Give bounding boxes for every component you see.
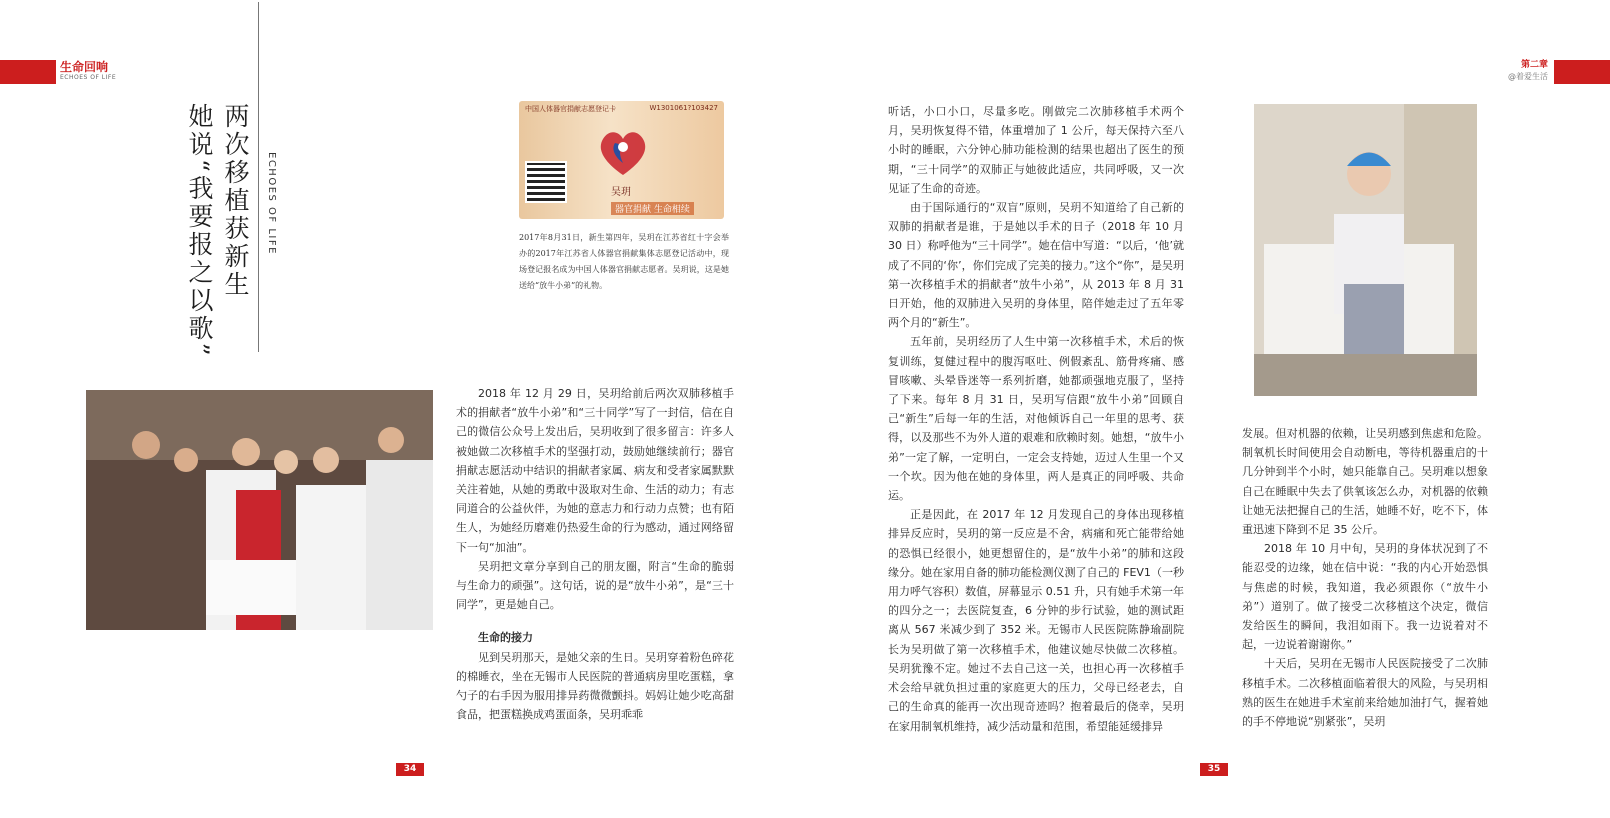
patient-photo-scene <box>1254 104 1477 396</box>
paragraph: 2018 年 10 月中旬，吴玥的身体状况到了不能忍受的边缘，她在信中说：“我的内心开始恐惧与焦虑的时候，我知道，我必须跟你（“放牛小弟”）道别了。做了接受二次移植这个决定，微信发给医生的瞬间，我泪如雨下。我一边说着对不起，一边说着谢谢你。” <box>1242 542 1488 652</box>
chapter-label <box>1508 59 1548 83</box>
article-title-line1: 两次移植获新生 <box>221 103 250 299</box>
paragraph: 正是因此，在 2017 年 12 月发现自己的身体出现移植排异反应时，吴玥的第一反应是不舍，病痛和死亡能带给她的恐惧已经很小，她更想留住的，是“放牛小弟”的肺和这段缘分。她在家用自备的肺功能检测仪测了自己的 FEV1（一秒用力呼气容积）数值，屏幕显示 0.51 升，只有她手术第一年的四分之一；去医院复查，6 分钟的步行试验，她的测试距离从 567 米减少到了 352 米。无锡市人民医院陈静瑜副院长为吴玥做了第一次移植手术，他建议她尽快做二次移植。吴玥犹豫不定。她过不去自己这一关，也担心再一次移植手术会给早就负担过重的家庭更大的压力，父母已经老去，自己的生命真的能再一次出现奇迹吗？抱着最后的侥幸，吴玥在家用制氧机维持，减少活动量和范围，希望能延缓排异 <box>888 508 1184 733</box>
qr-code <box>525 161 567 203</box>
group-photo <box>86 390 433 630</box>
card-number: W1301061?103427 <box>649 104 718 112</box>
chapter-title: 第二章 <box>1520 60 1548 70</box>
section-heading: 生命的接力 <box>478 631 533 645</box>
text-column-right-page-2 <box>1242 424 1488 731</box>
paragraph: 2018 年 12 月 29 日，吴玥给前后两次双肺移植手术的捐献者“放牛小弟”和“三十同学”写了一封信，信在自己的微信公众号上发出后，吴玥收到了很多留言：许多人被她做二次移植手术的坚强打动，鼓励她继续前行；器官捐献志愿活动中结识的捐献者家属、病友和受者家属默默关注着她，从她的勇敢中汲取对生命、生活的动力；有志同道合的公益伙伴，为她的意志力和行动力点赞；也有陌生人，为她经历磨难仍热爱生命的行为感动，通过网络留下一句“加油”。 <box>456 387 734 554</box>
card-header: 中国人体器官捐献志愿登记卡 <box>525 105 616 113</box>
article-title-line2: 她说“我要报之以歌” <box>185 103 214 359</box>
page-number-right: 35 <box>1200 763 1228 776</box>
card-holder-name: 吴玥 <box>611 187 631 198</box>
paragraph: 听话，小口小口，尽量多吃。刚做完二次肺移植手术两个月，吴玥恢复得不错，体重增加了 1 公斤，每天保持六至八小时的睡眠，六分钟心肺功能检测的结果也超出了医生的预期，“三十同学”的双肺正与她彼此适应，共同呼吸，又一次见证了生命的奇迹。 <box>888 105 1184 195</box>
header-bar-right <box>1554 60 1610 84</box>
paragraph: 发展。但对机器的依赖，让吴玥感到焦虑和危险。制氧机长时间使用会自动断电，等待机器重启的十几分钟到半个小时，她只能靠自己。吴玥难以想象自己在睡眠中失去了供氧该怎么办，对机器的依赖让她无法把握自己的生活，她睡不好，吃不下，体重迅速下降到不足 35 公斤。 <box>1242 427 1488 537</box>
patient-photo <box>1254 104 1477 396</box>
logo-title: 生命回响 <box>60 60 109 74</box>
group-photo-scene <box>86 390 433 630</box>
title-divider <box>258 2 259 352</box>
text-column-right-page-1 <box>888 102 1184 736</box>
paragraph: 十天后，吴玥在无锡市人民医院接受了二次肺移植手术。二次移植面临着很大的风险，与吴玥相熟的医生在她进手术室前来给她加油打气，握着她的手不停地说“别紧张”，吴玥 <box>1242 657 1488 729</box>
card-caption: 2017年8月31日，新生第四年，吴玥在江苏省红十字会举办的2017年江苏省人体器官捐献集体志愿登记活动中，现场登记报名成为中国人体器官捐献志愿者。吴玥说，这是她送给“放牛小弟”的礼物。 <box>519 233 729 290</box>
paragraph: 见到吴玥那天，是她父亲的生日。吴玥穿着粉色碎花的棉睡衣，坐在无锡市人民医院的普通病房里吃蛋糕，拿勺子的右手因为服用排异药微微颤抖。妈妈让她少吃高甜食品，把蛋糕换成鸡蛋面条，吴玥乖乖 <box>456 650 734 722</box>
donor-registration-card <box>519 101 724 219</box>
paragraph: 五年前，吴玥经历了人生中第一次移植手术，术后的恢复训练，复健过程中的腹泻呕吐、例假紊乱、筋骨疼痛、感冒咳嗽、头晕昏迷等一系列折磨，她都顽强地克服了，坚持了下来。每年 8 月 31 日，吴玥写信跟“放牛小弟”回顾自己“新生”后每一年的生活，对他倾诉自己一年里的思考、获得，以及那些不为外人道的艰难和欣赖时刻。她想，“放牛小弟”一定了解，一定明白，一定会支持她，迈过人生里一个又一个坎。因为他在她的身体里，两人是真正的同呼吸、共命运。 <box>888 335 1184 503</box>
header-bar-left <box>0 60 56 84</box>
page-number-left: 34 <box>396 763 424 776</box>
paragraph: 吴玥把文章分享到自己的朋友圈，附言“生命的脆弱与生命力的顽强”。这句话，说的是“放牛小弟”，是“三十同学”，更是她自己。 <box>456 559 734 612</box>
card-slogan: 器官捐献 生命相续 <box>611 202 694 215</box>
chapter-subtitle: @着爱生活 <box>1508 72 1548 81</box>
magazine-logo <box>60 60 118 84</box>
heart-logo-icon <box>593 123 653 179</box>
paragraph: 由于国际通行的“双盲”原则，吴玥不知道给了自己新的双肺的捐献者是谁，于是她以手术的日子（2018 年 10 月 30 日）称呼他为“三十同学”。她在信中写道：“以后，‘他’就成了不同的‘你’，你们完成了完美的接力。”这个“你”，是吴玥第一次移植手术的捐献者“放牛小弟”，从 2013 年 8 月 31 日开始，他的双肺进入吴玥的身体里，陪伴她走过了五年零两个月的“新生”。 <box>888 201 1184 330</box>
text-column-left-page <box>456 384 734 724</box>
logo-subtitle: ECHOES OF LIFE <box>60 74 117 81</box>
title-vertical-subtitle: ECHOES OF LIFE <box>266 152 277 255</box>
